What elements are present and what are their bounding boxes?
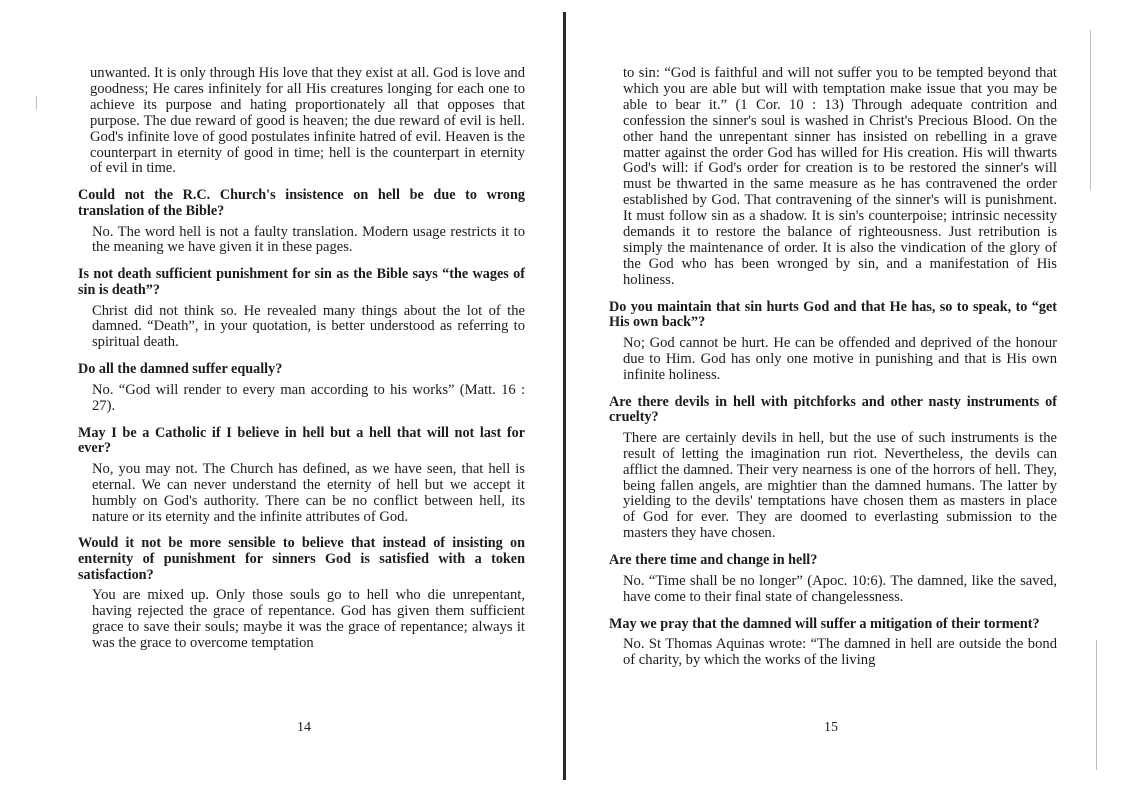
right-intro-paragraph: to sin: “God is faithful and will not suffer you to be tempted beyond that which you are able but will with temptation make issue that you may be able to bear it.” (1 Cor. 10 : 13) Through adequate contrition and confession the sinner's soul is washed in Christ's Precious Blood. On the other hand the unrepentant sinner has insisted on rebelling in a grave matter against the order God has willed for His creation. His will thwarts God's will: if God's order for creation is to be restored the sinner's will must be thwarted in the same measure as he has contravened the order established by God. That contravening of the sinner's will is punishment. It must follow sin as a shadow. It is sin's counterpoise; intrinsic necessity demands it to restore the balance of righteousness. Just retribution is simply the maintenance of order. It is also the vindication of the glory of the God who has been wronged by sin, and a manifestation of His holiness. [623, 65, 1057, 288]
left-intro-paragraph: unwanted. It is only through His love that they exist at all. God is love and goodness; He cares infinitely for all His creatures longing for each one to achieve its purpose and hating proportionately all that opposes that purpose. The due reward of good is heaven; the due reward of evil is hell. God's infinite love of good postulates infinite hatred of evil. Heaven is the counterpart in eternity of good in time; hell is the counterpart in eternity of evil in time. [90, 65, 525, 177]
left-question-2: Is not death sufficient punishment for sin as the Bible says “the wages of sin is death”? [78, 266, 525, 298]
right-answer-4: No. St Thomas Aquinas wrote: “The damned in hell are outside the bond of charity, by which the works of the living [623, 636, 1057, 669]
left-question-1: Could not the R.C. Church's insistence on hell be due to wrong translation of the Bible? [78, 187, 525, 219]
left-edge-mark [36, 96, 37, 110]
left-question-3: Do all the damned suffer equally? [78, 361, 283, 378]
left-page [78, 66, 525, 652]
right-edge-mark-bottom [1096, 640, 1097, 770]
left-question-5: Would it not be more sensible to believe that instead of insisting on enternity of punishment for sinners God is satisfied with a token satisfaction? [78, 535, 525, 583]
right-question-4: May we pray that the damned will suffer a mitigation of their torment? [609, 615, 1040, 632]
right-question-1: Do you maintain that sin hurts God and that He has, so to speak, to “get His own back”? [609, 298, 1057, 331]
page-gutter [563, 12, 566, 780]
left-answer-1: No. The word hell is not a faulty translation. Modern usage restricts it to the meaning we have given it in these pages. [92, 223, 525, 256]
right-page [609, 66, 1057, 669]
right-page-number: 15 [824, 720, 838, 735]
left-answer-3: No. “God will render to every man according to his works” (Matt. 16 : 27). [92, 381, 525, 414]
right-answer-1: No; God cannot be hurt. He can be offended and deprived of the honour due to Him. God has only one motive in punishing and that is His own infinite holiness. [623, 334, 1057, 383]
left-answer-2: Christ did not think so. He revealed many things about the lot of the damned. “Death”, in your quotation, is better understood as referring to spiritual death. [92, 302, 525, 351]
right-edge-mark-top [1090, 30, 1091, 190]
right-answer-2: There are certainly devils in hell, but the use of such instruments is the result of letting the imagination run riot. Nevertheless, the devils can afflict the damned. Their very nearness is one of the horrors of hell. They, being fallen angels, are mightier than the damned humans. The latter by yielding to the devils' temptations have chosen them as masters in place of God for ever. They are doomed to everlasting submission to the masters they have chosen. [623, 429, 1057, 542]
right-question-3: Are there time and change in hell? [609, 552, 818, 569]
left-question-4: May I be a Catholic if I believe in hell but a hell that will not last for ever? [78, 424, 525, 457]
left-page-number: 14 [297, 720, 311, 735]
right-question-2: Are there devils in hell with pitchforks and other nasty instruments of cruelty? [609, 393, 1057, 426]
left-answer-4: No, you may not. The Church has defined, as we have seen, that hell is eternal. We can never understand the eternity of hell but we accept it humbly on God's authority. There can be no conflict between hell, its nature or its eternity and the infinite attributes of God. [92, 460, 525, 525]
left-answer-5: You are mixed up. Only those souls go to hell who die unrepentant, having rejected the grace of repentance. God has given them sufficient grace to save their souls; maybe it was the grace of repentance; always it was the grace to overcome temptation [92, 587, 525, 651]
right-answer-3: No. “Time shall be no longer” (Apoc. 10:6). The damned, like the saved, have come to their final state of changelessness. [623, 572, 1057, 605]
